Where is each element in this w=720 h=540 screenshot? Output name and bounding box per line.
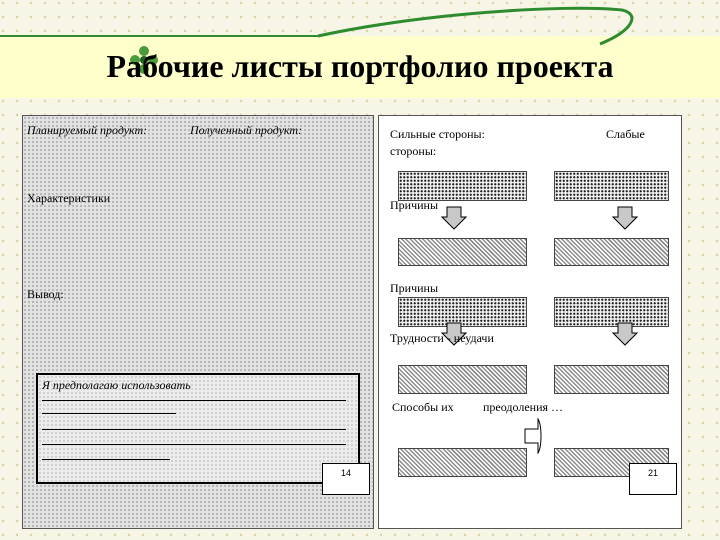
characteristics-label: Характеристики xyxy=(27,191,111,205)
write-line xyxy=(42,444,346,445)
weakness-box-1 xyxy=(554,171,669,201)
page-number-right: 21 xyxy=(629,463,677,495)
page-number-left: 14 xyxy=(322,463,370,495)
down-arrow-icon xyxy=(612,206,638,230)
curved-arrow-icon xyxy=(524,418,544,454)
weaknesses-label-cont: стороны: xyxy=(390,144,437,158)
methods-label: Способы их xyxy=(392,400,454,414)
strengths-label: Сильные стороны: xyxy=(390,127,485,141)
difficulties-label: Трудности - неудачи xyxy=(390,331,494,345)
planned-product-label: Планируемый продукт: xyxy=(27,123,148,137)
write-line xyxy=(42,413,176,414)
write-line xyxy=(42,429,346,430)
strength-cause-box xyxy=(398,238,527,266)
weakness-cause-box xyxy=(554,238,669,266)
difficulty-box-left xyxy=(398,365,527,394)
use-box-label: Я предполагаю использовать xyxy=(42,378,191,392)
down-arrow-icon xyxy=(612,322,638,346)
received-product-label: Полученный продукт: xyxy=(190,123,303,137)
write-line xyxy=(42,459,170,460)
write-line xyxy=(42,400,346,401)
down-arrow-icon xyxy=(441,206,467,230)
method-box-left xyxy=(398,448,527,477)
overcoming-label: преодоления … xyxy=(483,400,564,414)
conclusion-label: Вывод: xyxy=(27,287,64,301)
page-title: Рабочие листы портфолио проекта xyxy=(106,48,614,84)
difficulty-box-right xyxy=(554,365,669,394)
causes-label-1: Причины xyxy=(390,198,439,212)
causes-label-2: Причины xyxy=(390,281,439,295)
strength-box-1 xyxy=(398,171,527,201)
weaknesses-label: Слабые xyxy=(606,127,645,141)
